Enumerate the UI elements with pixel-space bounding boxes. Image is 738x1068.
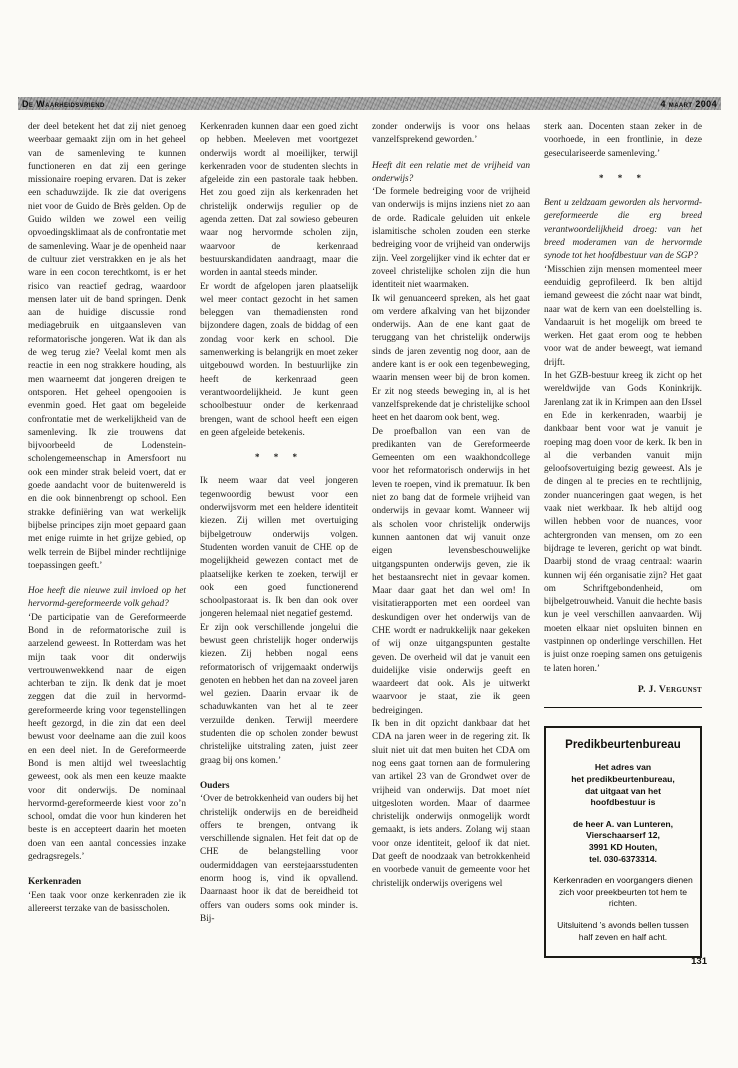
article-paragraph: De proefballon van een van de predikanten van de Gereformeerde Gemeenten om een waakhondcollege voor het reformatorisch onderwijs in het leven te roepen, vind ik prematuur. Ik ben niet zo bang dat de formele vrijheid van onderwijs in gevaar komt. Wanneer wij als scholen voor christelijk onderwijs kunnen aantonen dat wij vanuit onze eigen levensbeschouwelijke uitgangspunten onderwijs geven, zie ik het bestaansrecht niet in gevaar komen. Maar daar gaat het dan wel om! In visitatierapporten met een oordeel van deskundigen over het onderwijs van de CHE wordt er nadrukkelijk naar gekeken of wij onze uitgangspunten gestalte geven. De overheid wil dat je vanuit een duidelijke visie onderwijs geeft en waardeert dat ook. Als je uitwerkt waarvoor je staat, zie ik geen bedreigingen. (372, 426, 530, 716)
box-address-line: Vierschaarserf 12, (586, 830, 660, 841)
box-intro-line: Het adres van (594, 762, 652, 773)
interview-question: Heeft dit een relatie met de vrijheid van onderwijs? (372, 160, 530, 184)
article-columns (28, 121, 702, 958)
article-paragraph: zonder onderwijs is voor ons helaas vanzelfsprekend geworden.’ (372, 122, 530, 146)
issue-date: 4 maart 2004 (660, 98, 717, 109)
article-paragraph: Kerkenraden kunnen daar een goed zicht op hebben. Meeleven met voortgezet onderwijs wordt al moeilijker, terwijl kerkenraden voor de studenten slechts in afgeleide zin een pastorale taak hebben. Het zou goed zijn als kerkenraden het christelijk onderwijs regulier op de agenda zetten. Dat zal sowieso gebeuren waar nog hervormde scholen zijn, waarvoor de kerkenraad bestuurskandidaten aandraagt, maar die worden in aantal steeds minder. (200, 122, 358, 279)
column-divider-rule (544, 707, 702, 708)
article-column-3 (372, 121, 530, 958)
box-intro-line: dat uitgaat van het (585, 785, 661, 796)
section-heading-kerkenraden: Kerkenraden (28, 877, 82, 888)
page-number: 131 (691, 956, 707, 967)
article-paragraph: ‘De participatie van de Gereformeerde Bond in de reformatorische zuil is aarzelend geweest. In Rotterdam was het mijn taak voor dit onderwijs vertrouwenwekkend naar de eigen achterban te zijn. Ik denk dat je moet zeggen dat die zuil in hervormd-gereformeerde kring voor tegenstellingen heeft gezorgd, in die zin dat een deel bewust voor deelname aan die zuil koos en een deel niet. In de Gereformeerde Bond is men altijd wel tweeslachtig geweest, ook als men een keuze maakte voor dit onderwijs. De nominaal hervormd-gereformeerde kiest voor zo’n school, omdat die voor hun kinderen het beste is en accepteert daarin het moeten doen van een aantal concessies inzake gedragsregels.’ (28, 612, 186, 863)
article-paragraph: Er zijn ook verschillende jongelui die bewust geen christelijk hoger onderwijs kiezen. Zij hebben nogal eens reformatorisch of vrijgemaakt onderwijs genoten en hebben het dan na zoveel jaren wel gezien. Daarin ervaar ik de schaduwkanten van het al te zeer verzuilde denken. Terwijl meerdere studenten die op scholen zonder bewust christelijke uitstraling zaten, juist zeer graag bij ons komen.’ (200, 622, 358, 766)
section-heading-ouders: Ouders (200, 780, 230, 791)
predikbeurtenbureau-box (544, 726, 702, 958)
article-column-2 (200, 121, 358, 958)
article-paragraph: Ik ben in dit opzicht dankbaar dat het CDA na jaren weer in de regering zit. Ik sluit niet uit dat men buiten het CDA om nog eens gaat tornen aan de formulering van artikel 23 van de Grondwet over de vrijheid van onderwijs. Dat moet níet uitgesloten worden. Maar of daarmee christelijk onderwijs onmogelijk wordt gemaakt, is iets anders. Zolang wij staan voor onze identiteit, geloof ik dat niet. Dat geeft de noodzaak van betrokkenheid en voorbede vanuit de gemeente voor het christelijk onderwijs overigens wel (372, 719, 530, 889)
publication-title: De Waarheidsvriend (22, 98, 105, 109)
article-paragraph: Ik neem waar dat veel jongeren tegenwoordig bewust voor een onderwijsvorm met een heldere identiteit kiezen. Zij willen met overtuiging bijbelgetrouw onderwijs volgen. Studenten worden vanuit de CHE op de mogelijkheid gewezen contact met de plaatselijke kerken te zoeken, terwijl er ook een goed functionerend schoolpastoraat is. Ik ben dan ook over jongeren helemaal niet negatief gestemd. (200, 476, 358, 620)
article-paragraph: ‘Een taak voor onze kerkenraden zie ik allereerst terzake van de basisscholen. (28, 890, 186, 914)
box-intro-line: hoofdbestuur is (590, 797, 656, 808)
author-signature: P. J. Vergunst (637, 683, 702, 695)
box-note: Kerkenraden en voorgangers dienen zich voor preekbeurten tot hem te richten. (553, 875, 693, 909)
article-paragraph: In het GZB-bestuur kreeg ik zicht op het wereldwijde van Gods Koninkrijk. Jarenlang zat ik in Krimpen aan den IJssel en Ede in kerkenraden, waarbij je dankbaar bent voor wat je vanuit je roeping mag doen voor de kerk. Ik ben in al die verbanden vanuit mijn geloofsovertuiging bezig geweest. Als je de dingen al te precies en te rechtlijnig, zonder nuanceringen gaat wegen, is het vaak niet werkbaar. Ik heb altijd oog willen hebben voor de nuances, voor achtergronden van mensen, om zo een bijdrage te leveren, gericht op wat bindt. Daarbij stond de vraag centraal: waarin kunnen wij één organisatie zijn? Het gaat om Schriftgebondenheid, om bijbelgetrouwheid. Vanuit die hechte basis kun je veel verschillen aanvaarden. Wij moeten elkaar niet opsluiten binnen en vastpinnen op onderlinge verschillen. Het is juist onze roeping samen ons getuigenis te laten horen.’ (544, 371, 702, 674)
section-divider-stars: * * * (599, 172, 647, 183)
box-address-line: tel. 030-6373314. (589, 853, 657, 864)
box-note: Uitsluitend ’s avonds bellen tussen half zeven en half acht. (557, 920, 689, 942)
interview-question: Bent u zeldzaam geworden als hervormd-gereformeerde die erg breed verantwoordelijkheid droeg: van het breed moderamen van de hervormde synode tot het hoofdbestuur van de SGP? (544, 198, 702, 262)
article-paragraph: ‘Over de betrokkenheid van ouders bij het christelijk onderwijs en de bereidheid offers te brengen, ontvang ik verschillende signalen. Het feit dat op de CHE de belangstelling voor oudermiddagen van eerstejaarsstudenten enorm hoog is, vind ik opvallend. Daarnaast hoor ik dat de bereidheid tot offers van ouders soms ook minder is. Bij- (200, 794, 358, 924)
box-title: Predikbeurtenbureau (565, 739, 681, 752)
box-address (553, 819, 693, 865)
masthead-bar (18, 97, 721, 110)
interview-question: Hoe heeft die nieuwe zuil invloed op het hervormd-gereformeerde volk gehad? (28, 586, 186, 610)
box-intro-line: het predikbeurtenbureau, (571, 774, 675, 785)
article-paragraph: Ik wil genuanceerd spreken, als het gaat om verdere afkalving van het bijzonder onderwijs. Aan de ene kant gaat de teruggang van het christelijk onderwijs sinds de jaren zeventig nog door, aan de andere kant is er ook een tegenbeweging, waarin mensen weer bij de bron komen. Er zit nog steeds beweging in, al is het vanzelfsprekende dat je christelijke school heet en het daarom ook bent, weg. (372, 293, 530, 424)
article-paragraph: Er wordt de afgelopen jaren plaatselijk wel meer contact gezocht in het samen beleggen van themadiensten rond bijzondere dagen, zoals de biddag of een zondag voor kerk en school. Die samenwerking is belangrijk en moet zeker uitgebouwd worden. In bestuurlijke zin heeft de kerkenraad geen verantwoordelijkheid. Je kunt geen schoolbestuur onder de kerkenraad brengen, want de school heeft een eigen en geen afgeleide betekenis. (200, 281, 358, 438)
article-column-4 (544, 121, 702, 958)
article-paragraph: sterk aan. Docenten staan zeker in de voorhoede, in een frontlinie, in deze geseculariseerde samenleving.’ (544, 122, 702, 159)
article-paragraph: der deel betekent het dat zij niet genoeg weerbaar gemaakt zijn om in het geheel van de samenleving te kunnen functioneren en dat zij een geringe missionaire roeping ervaren. Dat is zeker een schaduwzijde. Ik zie dat overigens niet voor de Guido de Brès gelden. Op de Guido wilden we zowel een veilig opvoedingsklimaat als de confrontatie met de samenleving. Waar je de openheid naar de cultuur ziet verstrakken en je als het ware in een cocon terechtkomt, is er het risico van reactief gedrag, waardoor mensen later uit de band springen. Denk aan de huidige discussie rond mediagebruik en uitgaansleven van reformatorische jongeren. Wat ik dan als de weg terug zie? Veelal komt men als reactie in een nog strakkere houding, als men waarneemt dat jongeren dreigen te ontsporen. Het geheel opengooien is evenmin goed. Het gaat om begeleide confrontatie met de werkelijkheid van de samenleving. Ik zie trouwens dat bijvoorbeeld de Lodenstein-scholengemeenschap in Amersfoort nu ook een minder strak beleid voert, dat er goede aandacht voor de buitenwereld is en die ook binnenbrengt op school. Een strakke definiëring van wat werkelijk bijbelse principes zijn moet gepaard gaan met enige ruimte in het grijze gebied, op welk terrein de Bijbel minder rechtlijnige toepassingen geeft.’ (28, 122, 187, 571)
box-address-line: 3991 KD Houten, (588, 842, 658, 853)
article-column-1 (28, 121, 186, 958)
article-paragraph: ‘Misschien zijn mensen momenteel meer eenduidig geprofileerd. Ik ben altijd iemand geweest die zócht naar wat bindt, naar wat de kern van een doelstelling is. Vandaaruit is het mogelijk om breed te werken. Het gaat erom oog te hebben voor wat de ander beweegt, wat iemand drijft. (544, 264, 702, 368)
box-address-line: de heer A. van Lunteren, (573, 818, 673, 829)
article-paragraph: ‘De formele bedreiging voor de vrijheid van onderwijs is mijns inziens niet zo aan de orde. Radicale geluiden uit enkele islamitische scholen zouden een sterke bedreiging voor de vrijheid van onderwijs zijn. Veel zorgelijker vind ik echter dat er zoveel christelijke scholen zijn die hun identiteit niet waarmaken. (372, 187, 530, 291)
section-divider-stars: * * * (255, 452, 303, 463)
